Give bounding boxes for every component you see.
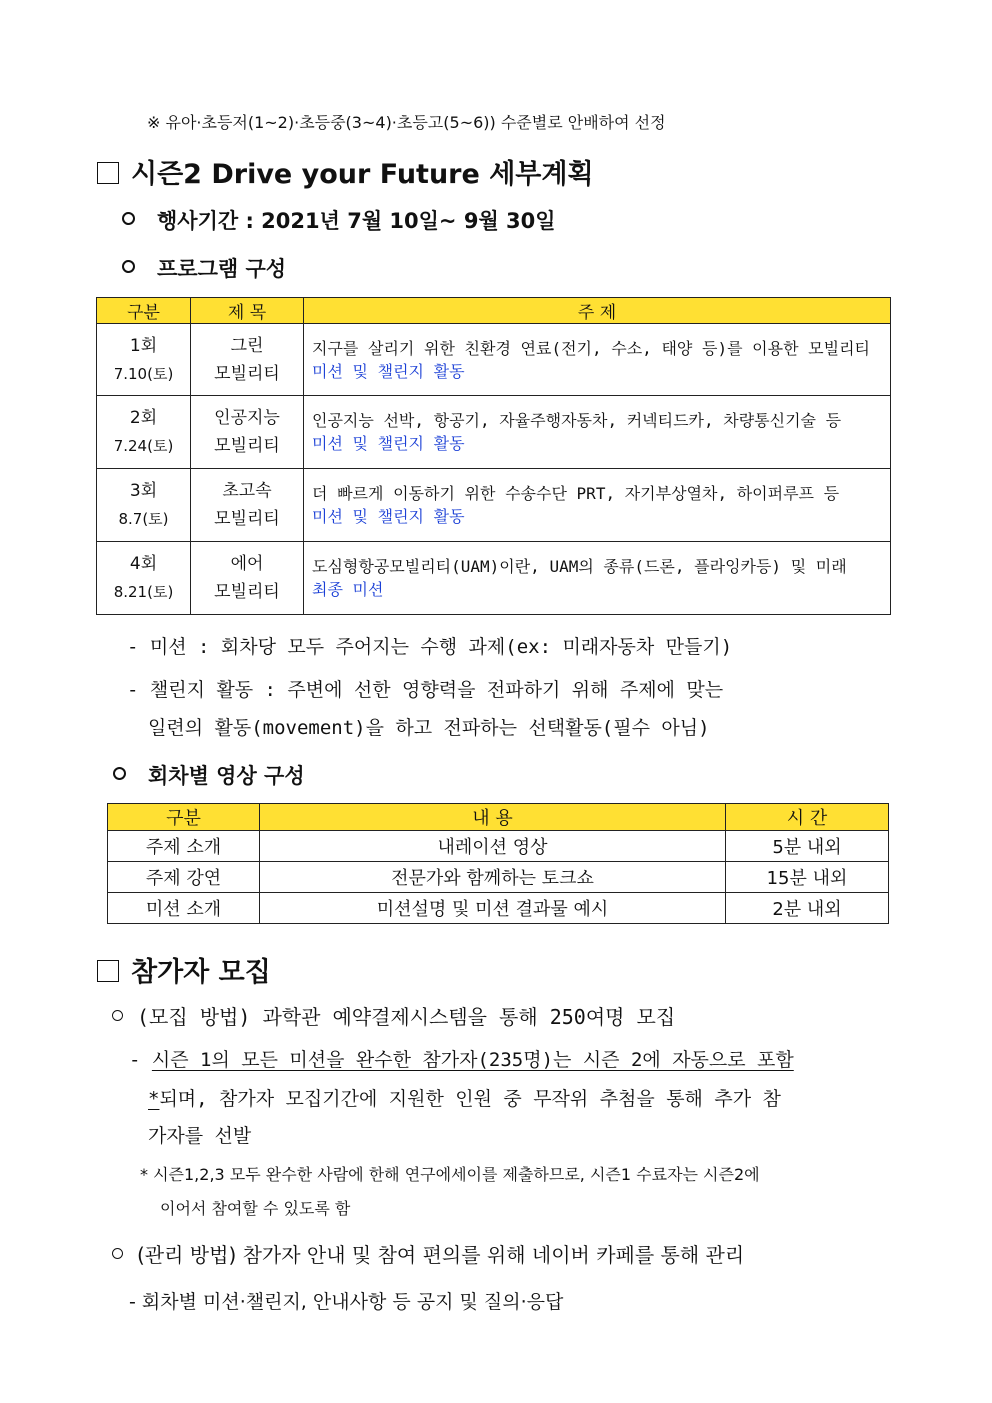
video-time: 2분 내외 xyxy=(726,893,889,924)
table-row xyxy=(97,469,891,542)
table-header: 제 목 xyxy=(191,298,304,324)
program-topic: 지구를 살리기 위한 친환경 연료(전기, 수소, 태양 등)를 이용한 모빌리티 xyxy=(312,338,870,358)
table-row xyxy=(97,396,891,469)
program-title-line1: 그린 xyxy=(230,335,264,356)
round-label: 1회 xyxy=(129,335,158,356)
period-line xyxy=(122,205,556,235)
dash-prefix: - xyxy=(129,1049,152,1071)
round-date: 8.21(토) xyxy=(113,583,174,601)
circle-bullet-icon xyxy=(122,260,135,273)
program-mission: 최종 미션 xyxy=(312,580,384,599)
program-mission: 미션 및 챌린지 활동 xyxy=(312,361,465,381)
program-title-line1: 인공지능 xyxy=(214,408,280,428)
note-challenge-cont: 일련의 활동(movement)을 하고 전파하는 선택활동(필수 아님) xyxy=(148,717,710,739)
video-title: 회차별 영상 구성 xyxy=(148,764,305,788)
round-date: 7.24(토) xyxy=(113,437,174,455)
program-title-line2: 모빌리티 xyxy=(214,509,280,529)
manage-sub: - 회차별 미션·챌린지, 안내사항 등 공지 및 질의·응답 xyxy=(129,1291,564,1313)
auto-include-line3: 가자를 선발 xyxy=(148,1125,252,1147)
video-content: 내레이션 영상 xyxy=(260,831,726,862)
video-type: 주제 소개 xyxy=(108,831,260,862)
circle-bullet-icon xyxy=(122,212,135,225)
circle-bullet-icon xyxy=(113,767,126,780)
top-note: ※ 유아·초등저(1~2)·초등중(3~4)·초등고(5~6)) 수준별로 안배하여 선정 xyxy=(147,113,666,132)
event-period: 행사기간 : 2021년 7월 10일~ 9월 30일 xyxy=(157,209,556,233)
section2-heading xyxy=(97,950,271,989)
note-mission: - 미션 : 회차당 모두 주어지는 수행 과제(ex: 미래자동차 만들기) xyxy=(127,636,733,658)
round-label: 3회 xyxy=(129,481,158,501)
video-time: 5분 내외 xyxy=(726,831,889,862)
program-title: 프로그램 구성 xyxy=(157,257,287,281)
section1-title: 시즌2 Drive your Future 세부계획 xyxy=(131,159,594,190)
auto-include-line2 xyxy=(148,1084,781,1111)
auto-include-text: 시즌 1의 모든 미션을 완수한 참가자(235명)는 시즌 2에 자동으로 포함 xyxy=(151,1049,794,1071)
program-mission: 미션 및 챌린지 활동 xyxy=(312,507,465,526)
round-label: 4회 xyxy=(129,554,158,574)
program-title-line1: 에어 xyxy=(230,554,264,574)
auto-include-text2: 되며, 참가자 모집기간에 지원한 인원 중 무작위 추첨을 통해 추가 참 xyxy=(159,1088,781,1110)
note-challenge: - 챌린지 활동 : 주변에 선한 영향력을 전파하기 위해 주제에 맞는 xyxy=(127,679,724,701)
checkbox-square-icon xyxy=(97,960,119,982)
section1-heading xyxy=(97,152,594,191)
program-title-line1: 초고속 xyxy=(222,481,272,501)
star-note-line1: * 시즌1,2,3 모두 완수한 사람에 한해 연구에세이를 제출하므로, 시즌1 수료자는 시즌2에 xyxy=(140,1165,760,1184)
program-title-line2: 모빌리티 xyxy=(214,436,280,456)
video-table xyxy=(107,803,889,924)
section2-title: 참가자 모집 xyxy=(131,957,271,988)
table-header: 주 제 xyxy=(304,298,891,324)
recruit-method-line xyxy=(112,1001,675,1030)
program-title-line2: 모빌리티 xyxy=(214,582,280,602)
video-type: 미션 소개 xyxy=(108,893,260,924)
asterisk-mark: * xyxy=(148,1088,160,1110)
table-header: 내 용 xyxy=(260,804,726,831)
video-content: 미션설명 및 미션 결과물 예시 xyxy=(260,893,726,924)
table-row xyxy=(108,893,889,924)
program-table xyxy=(96,297,891,615)
program-mission: 미션 및 챌린지 활동 xyxy=(312,434,465,453)
video-time: 15분 내외 xyxy=(726,862,889,893)
table-header: 구분 xyxy=(108,804,260,831)
video-type: 주제 강연 xyxy=(108,862,260,893)
recruit-method: (모집 방법) 과학관 예약결제시스템을 통해 250여명 모집 xyxy=(137,1005,676,1029)
circle-bullet-icon xyxy=(112,1248,123,1259)
table-header: 시 간 xyxy=(726,804,889,831)
video-heading xyxy=(113,760,305,790)
manage-method: (관리 방법) 참가자 안내 및 참여 편의를 위해 네이버 카페를 통해 관리 xyxy=(137,1243,745,1267)
program-heading xyxy=(122,253,286,283)
round-date: 7.10(토) xyxy=(113,364,174,383)
star-note-line2: 이어서 참여할 수 있도록 함 xyxy=(160,1199,351,1218)
checkbox-square-icon xyxy=(97,162,119,184)
table-header: 구분 xyxy=(97,298,191,324)
circle-bullet-icon xyxy=(112,1010,123,1021)
round-date: 8.7(토) xyxy=(118,510,169,528)
program-topic: 도심형항공모빌리티(UAM)이란, UAM의 종류(드론, 플라잉카등) 및 미래 xyxy=(312,557,847,576)
round-label: 2회 xyxy=(129,408,158,428)
table-row xyxy=(108,831,889,862)
video-content: 전문가와 함께하는 토크쇼 xyxy=(260,862,726,893)
auto-include-line1 xyxy=(129,1045,794,1072)
table-row xyxy=(97,324,891,396)
table-row xyxy=(97,542,891,615)
program-topic: 더 빠르게 이동하기 위한 수송수단 PRT, 자기부상열차, 하이퍼루프 등 xyxy=(312,484,840,503)
manage-method-line xyxy=(112,1239,744,1268)
table-row xyxy=(108,862,889,893)
program-topic: 인공지능 선박, 항공기, 자율주행자동차, 커넥티드카, 차량통신기술 등 xyxy=(312,411,842,430)
program-title-line2: 모빌리티 xyxy=(214,363,280,384)
